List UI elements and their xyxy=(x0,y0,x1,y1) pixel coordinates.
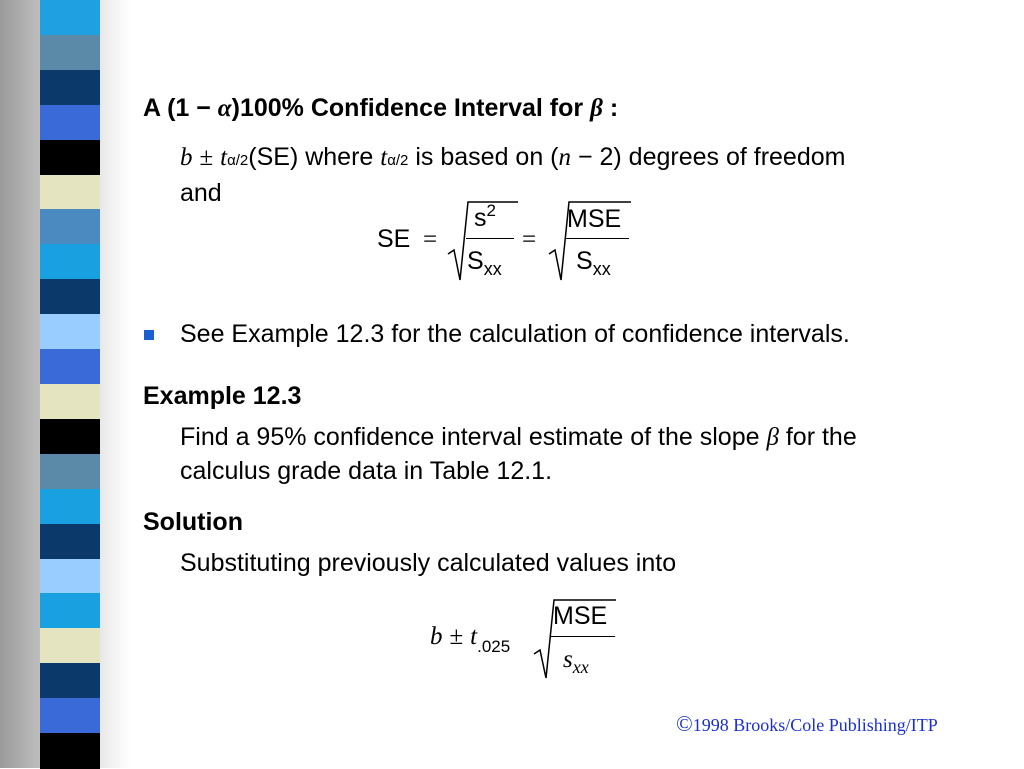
sxx-denominator-3: $s_{xx}$ xyxy=(563,646,589,677)
solution-title: Solution xyxy=(143,508,243,536)
strip-band xyxy=(40,209,100,245)
se-equals: = xyxy=(423,226,438,253)
example-title: Example 12.3 xyxy=(143,382,302,410)
strip-band xyxy=(40,70,100,106)
and-text: and xyxy=(180,179,222,207)
strip-band xyxy=(40,419,100,455)
final-formula-lhs: $b \pm t_{.025}$ xyxy=(430,623,511,656)
mse-numerator-2: MSE xyxy=(553,602,608,630)
strip-band xyxy=(40,105,100,141)
heading: A (1 − α)100% Confidence Interval for β : xyxy=(143,94,619,122)
strip-band xyxy=(40,524,100,560)
strip-band xyxy=(40,663,100,699)
strip-band xyxy=(40,559,100,595)
strip-band xyxy=(40,384,100,420)
example-text-line-1: Find a 95% confidence interval estimate of the slope β for the xyxy=(180,423,857,451)
strip-band xyxy=(40,349,100,385)
se-lhs: SE xyxy=(377,225,411,253)
solution-text: Substituting previously calculated values into xyxy=(180,549,677,577)
strip-band xyxy=(40,0,100,36)
strip-band xyxy=(40,175,100,211)
strip-band xyxy=(40,593,100,629)
decorative-color-strip xyxy=(40,0,100,768)
copyright-notice: ©1998 Brooks/Cole Publishing/ITP xyxy=(676,711,938,736)
fraction-bar-1 xyxy=(466,238,514,239)
strip-band xyxy=(40,454,100,490)
strip-band xyxy=(40,279,100,315)
interval-formula-line: b ± tα/2(SE) where tα/2 is based on (n − 2) degrees of freedom xyxy=(180,143,846,171)
strip-band xyxy=(40,698,100,734)
bullet-text: See Example 12.3 for the calculation of confidence intervals. xyxy=(180,320,850,348)
fraction-bar-3 xyxy=(551,636,615,637)
example-text-line-2: calculus grade data in Table 12.1. xyxy=(180,457,553,485)
sxx-denominator-2: $S_{xx}$ xyxy=(576,247,611,279)
strip-band xyxy=(40,733,100,769)
strip-band xyxy=(40,35,100,71)
sxx-denominator-1: $S_{xx}$ xyxy=(467,247,502,279)
bullet-marker xyxy=(144,330,154,340)
fraction-bar-2 xyxy=(565,238,629,239)
s-squared: $s^2$ xyxy=(474,201,496,232)
strip-band xyxy=(40,314,100,350)
se-equals-2: = xyxy=(522,226,537,253)
strip-band xyxy=(40,489,100,525)
strip-band xyxy=(40,244,100,280)
strip-band xyxy=(40,628,100,664)
strip-band xyxy=(40,140,100,176)
mse-numerator-1: MSE xyxy=(567,205,622,233)
